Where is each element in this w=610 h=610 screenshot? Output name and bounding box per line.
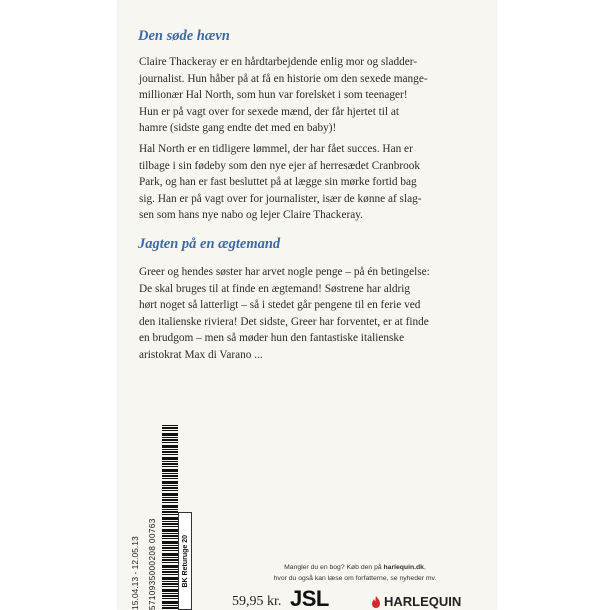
publisher-name: HARLEQUIN	[384, 594, 462, 609]
text-line: sen som hans nye nabo og lejer Claire Thackeray.	[139, 209, 363, 222]
text-line: journalist. Hun håber på at få en historie om den sexede mange-	[139, 72, 428, 85]
text-line: De skal bruges til at finde en ægtemand! Søstrene har aldrig	[139, 282, 411, 295]
text-line: Greer og hendes søster har arvet nogle penge – på én betingelse:	[139, 266, 430, 278]
text-line: den italienske riviera! Det sidste, Greer har forventet, er at finde	[139, 315, 429, 328]
footer-line-2: hvor du også kan læse om forfatterne, se nyheder mv.	[273, 575, 437, 582]
text-line: Park, og han er fast besluttet på at lægge sin mørke fortid bag	[139, 176, 417, 189]
text-line: hamre (sidste gang endte det med en baby)!	[139, 122, 337, 135]
price-label: 59,95 kr.	[232, 594, 282, 609]
text-line: Hal North er en tidligere lømmel, der har fået succes. Han er	[139, 143, 413, 155]
footer-line-1	[230, 562, 480, 573]
distributor-logo: JSL	[290, 586, 329, 610]
text-line: sig. Han er på vagt over for journalister, især de kønne af slag-	[139, 192, 422, 205]
harlequin-link[interactable]: harlequin.dk	[383, 564, 424, 571]
story-2-paragraph-1	[139, 264, 481, 364]
story-title-2: Jagten på en ægtemand	[138, 236, 281, 252]
book-back-cover	[118, 0, 496, 610]
text-line: millionær Hal North, som hun var forelsket i som teenager!	[139, 89, 408, 102]
text-line: Claire Thackeray er en hårdtarbejdende enlig mor og sladder-	[139, 56, 418, 68]
return-label	[178, 512, 192, 610]
footer-line-1-suffix: ,	[423, 564, 426, 571]
text-line: Hun er på vagt over for sexede mænd, der får hjertet til at	[139, 105, 400, 118]
barcode	[162, 425, 178, 610]
return-label-text: BK Returuge 20	[181, 534, 189, 588]
story-1-paragraph-1	[139, 54, 481, 137]
text-line: tilbage i sin fødeby som den nye ejer af herresædet Cranbrook	[139, 159, 421, 172]
footer-line-1-prefix: Mangler du en bog? Køb den på	[284, 564, 384, 571]
publisher-logo	[370, 594, 461, 609]
story-title-1: Den søde hævn	[138, 28, 230, 44]
text-line: hørt noget så latterligt – så i stedet går pengene til en ferie ved	[139, 299, 421, 312]
story-1-paragraph-2	[139, 141, 481, 224]
barcode-number: 5710935000208 00763	[148, 518, 157, 610]
text-line: en brudgom – men så møder hun den fantastiske italienske	[139, 332, 405, 345]
flame-icon	[370, 595, 382, 609]
date-range-text: 15.04.13 - 12.05.13	[130, 536, 140, 610]
text-line: aristokrat Max di Varano ...	[139, 348, 263, 361]
